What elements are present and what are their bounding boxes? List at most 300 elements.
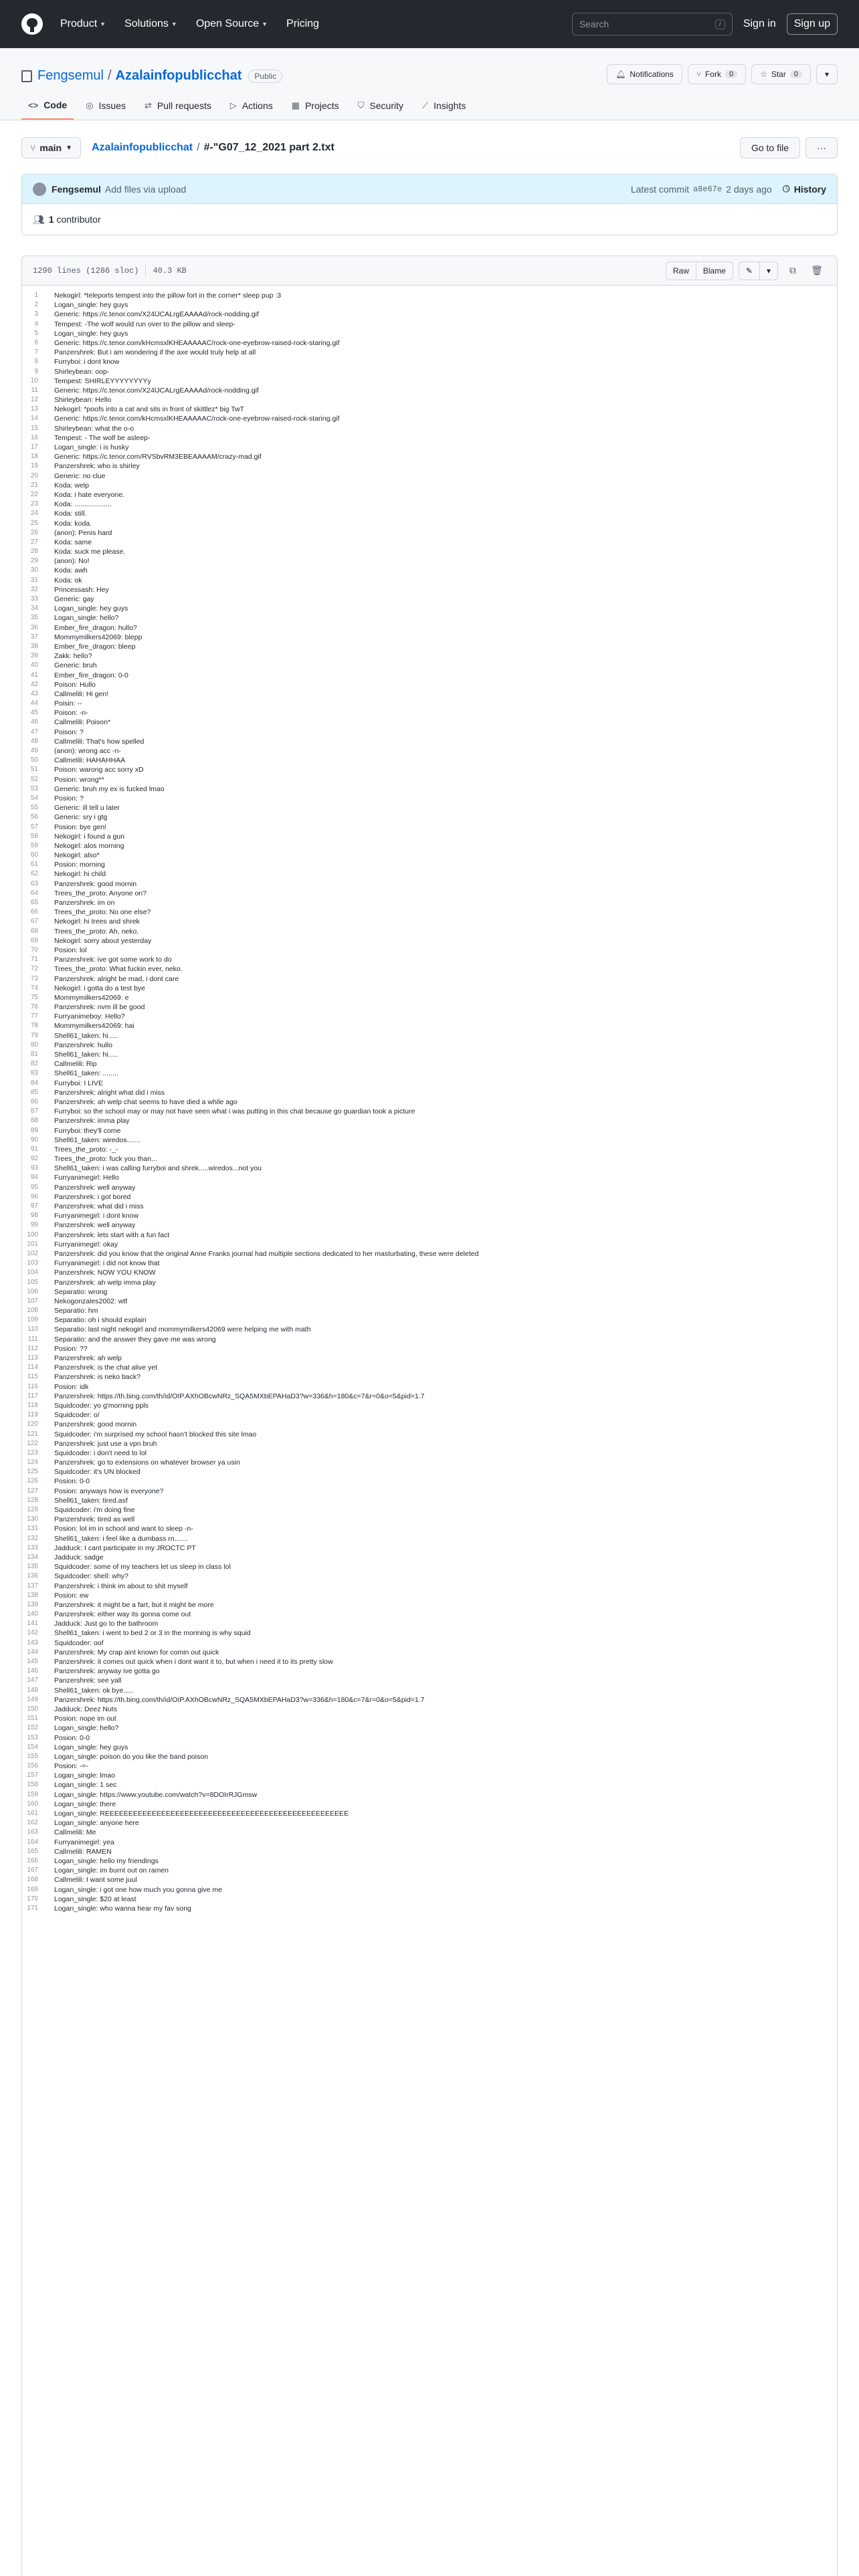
line-number[interactable]: 84 [30,1079,38,1087]
line-number[interactable]: 73 [30,974,38,982]
line-number[interactable]: 160 [27,1800,38,1808]
copy-icon: ⧉ [789,265,796,276]
line-number[interactable]: 136 [27,1572,38,1580]
tab-pull-requests[interactable] [138,92,218,120]
line-number[interactable]: 121 [27,1430,38,1438]
code-line [22,1686,837,1695]
line-number[interactable]: 18 [30,453,38,461]
line-number[interactable]: 29 [30,557,38,565]
line-number[interactable]: 79 [30,1031,38,1039]
line-number[interactable]: 150 [27,1705,38,1713]
line-number[interactable]: 60 [30,851,38,859]
line-number[interactable]: 89 [30,1126,38,1134]
star-label: Star [771,70,786,79]
chevron-down-icon: ▼ [100,21,106,27]
tab-issues[interactable] [79,92,132,120]
line-number[interactable]: 92 [30,1155,38,1163]
code-line [22,1467,837,1477]
file-line-count: 1290 lines (1286 sloc) [33,265,139,276]
line-number[interactable]: 112 [27,1344,38,1352]
line-number[interactable]: 151 [27,1715,38,1723]
nav-open-source[interactable] [196,18,268,30]
line-number[interactable]: 114 [27,1364,38,1372]
line-number[interactable]: 9 [34,367,38,375]
line-number[interactable]: 100 [27,1230,38,1239]
line-text: Logan_single: who wanna hear my fav song [54,1904,191,1913]
raw-button[interactable]: Raw [666,261,696,280]
code-line [22,1572,837,1581]
line-number[interactable]: 31 [30,576,38,584]
line-text: Panzershrek: well anyway [54,1183,136,1192]
line-text: Logan_single: hey guys [54,605,128,613]
line-text: Furryanimeboy: Hello? [54,1012,125,1021]
line-number[interactable]: 153 [27,1733,38,1741]
line-number[interactable]: 88 [30,1117,38,1125]
line-number[interactable]: 45 [30,709,38,717]
star-button[interactable] [751,64,811,84]
line-text: Shell61_taken: i went to bed 2 or 3 in the morining is why squid [54,1629,251,1638]
line-number[interactable]: 80 [30,1041,38,1049]
code-line [22,927,837,936]
line-text: Panzershrek: ah welp [54,1354,122,1362]
line-text: Callmelili: Poison* [54,718,111,727]
line-number[interactable]: 152 [27,1724,38,1732]
line-number[interactable]: 85 [30,1088,38,1096]
line-number[interactable]: 81 [30,1051,38,1058]
line-number[interactable]: 47 [30,728,38,736]
line-number[interactable]: 56 [30,813,38,821]
line-text: Poison: -n- [54,709,88,718]
commit-message-link[interactable]: Add files via upload [104,183,187,195]
line-number[interactable]: 54 [30,794,38,802]
code-line [22,1838,837,1847]
line-number[interactable]: 98 [30,1212,38,1220]
line-number[interactable]: 23 [30,500,38,508]
line-number[interactable]: 127 [27,1487,38,1495]
code-line [22,671,837,680]
line-number[interactable]: 50 [30,756,38,764]
line-text: Furryanimegirl: yea [54,1838,114,1846]
commit-author-link[interactable]: Fengsemul [52,183,101,195]
line-number[interactable]: 22 [30,490,38,498]
line-number[interactable]: 87 [30,1107,38,1115]
line-text: Shirleybean: oop- [54,367,110,376]
line-number[interactable]: 11 [31,386,38,394]
line-text: Nekogirl: hi child [54,870,106,879]
line-text: Poison: Hullo [54,680,96,689]
line-number[interactable]: 20 [30,471,38,479]
code-icon: <> [28,100,39,110]
line-number[interactable]: 164 [27,1838,38,1846]
line-number[interactable]: 149 [27,1695,38,1703]
breadcrumb-actions [740,137,838,158]
line-number[interactable]: 107 [27,1297,38,1305]
line-number[interactable]: 53 [30,784,38,792]
code-line [22,974,837,984]
code-line [22,604,837,613]
line-text: Panzershrek: is neko back? [54,1373,140,1382]
line-text: Koda: suck me please. [54,548,126,556]
line-number[interactable]: 17 [30,443,38,451]
line-text: Logan_single: https://www.youtube.com/watch?v=8DOIrRJGmsw [54,1790,258,1799]
fork-button[interactable] [688,64,746,84]
line-number[interactable]: 37 [30,633,38,641]
line-number[interactable]: 41 [30,671,38,679]
line-number[interactable]: 155 [27,1752,38,1760]
tab-projects[interactable] [285,92,346,120]
line-number[interactable]: 30 [30,566,38,574]
line-number[interactable]: 120 [27,1420,38,1428]
line-number[interactable]: 171 [27,1904,38,1912]
line-number[interactable]: 51 [30,766,38,774]
line-text: Mommymilkers42069: e [54,993,129,1002]
contributors-row[interactable] [22,204,837,235]
line-number[interactable]: 117 [27,1392,38,1400]
code-line [22,813,837,822]
line-number[interactable]: 154 [27,1743,38,1751]
line-number[interactable]: 106 [27,1287,38,1295]
breadcrumb-repo-link[interactable]: Azalainfopublicchat [92,142,193,153]
line-number[interactable]: 103 [27,1259,38,1267]
code-line [22,993,837,1002]
line-number[interactable]: 90 [30,1136,38,1144]
commit-sha-link[interactable]: a8e67e [692,184,723,194]
line-number[interactable]: 161 [27,1810,38,1817]
line-number[interactable]: 15 [30,424,38,432]
line-text: Generic: sry i gtg [54,813,108,822]
code-line [22,1619,837,1628]
code-line [22,377,837,386]
line-number[interactable]: 4 [34,320,38,328]
line-number[interactable]: 134 [27,1553,38,1561]
line-number[interactable]: 40 [30,661,38,669]
line-number[interactable]: 70 [30,946,38,954]
line-text: Posion: 0-0 [54,1733,90,1742]
line-number[interactable]: 76 [30,1003,38,1011]
line-text: Nekogirl: i found a gun [54,832,125,841]
line-number[interactable]: 140 [27,1610,38,1618]
tab-security[interactable] [351,92,410,120]
nav-product[interactable] [60,18,106,30]
line-number[interactable]: 170 [27,1895,38,1903]
code-line [22,1012,837,1021]
line-number[interactable]: 35 [30,614,38,622]
line-number[interactable]: 111 [27,1335,38,1343]
code-line [22,784,837,794]
line-text: Poison: warong acc sorry xD [54,766,144,774]
line-number[interactable]: 115 [27,1373,38,1381]
line-number[interactable]: 159 [27,1790,38,1798]
line-number[interactable]: 26 [30,528,38,536]
line-number[interactable]: 2 [34,301,38,309]
line-number[interactable]: 44 [30,700,38,708]
code-line [22,576,837,585]
more-options-button[interactable]: ··· [805,137,838,158]
line-number[interactable]: 91 [30,1145,38,1153]
line-number[interactable]: 133 [27,1543,38,1551]
code-line [22,1145,837,1154]
line-number[interactable]: 42 [30,680,38,688]
line-number[interactable]: 137 [27,1582,38,1590]
search-input[interactable] [572,13,733,35]
line-number[interactable]: 109 [27,1316,38,1324]
line-number[interactable]: 39 [30,652,38,660]
code-line [22,291,837,300]
line-number[interactable]: 1 [34,292,38,299]
search-placeholder: Search [579,19,609,29]
edit-button[interactable] [739,261,760,280]
history-link[interactable] [783,183,826,195]
line-number[interactable]: 52 [30,775,38,783]
nav-solutions-label: Solutions [124,18,169,29]
nav-solutions[interactable] [124,18,177,30]
line-number[interactable]: 118 [27,1401,38,1409]
code-line [22,1259,837,1268]
line-number[interactable]: 139 [27,1600,38,1608]
line-number[interactable]: 14 [30,415,38,423]
code-line [22,1439,837,1448]
line-number[interactable]: 77 [30,1012,38,1021]
line-number[interactable]: 116 [27,1382,38,1390]
line-text: Generic: https://c.tenor.com/RVSbvRM3EBEAAAAM/crazy-mad.gif [54,453,262,461]
code-line [22,1041,837,1050]
code-line [22,395,837,405]
line-number[interactable]: 58 [30,832,38,840]
line-number[interactable]: 105 [27,1278,38,1286]
line-number[interactable]: 8 [34,358,38,366]
commit-meta [631,183,826,195]
code-line [22,1885,837,1895]
line-number[interactable]: 75 [30,993,38,1001]
line-number[interactable]: 21 [30,481,38,489]
line-number[interactable]: 74 [30,984,38,992]
line-number[interactable]: 129 [27,1506,38,1513]
line-text: Panzershrek: https://th.bing.com/th/id/OIP.AXhOBcwNRz_SQA5MXbEPAHaD3?w=336&h=180&c=7&r=0&o=5&pid=1.7 [54,1392,425,1400]
star-icon: ☆ [760,70,767,79]
line-number[interactable]: 108 [27,1307,38,1315]
line-number[interactable]: 95 [30,1183,38,1191]
line-text: Logan_single: hello? [54,1724,119,1733]
code-line [22,1297,837,1306]
code-line [22,1780,837,1790]
line-number[interactable]: 156 [27,1762,38,1770]
line-number[interactable]: 28 [30,548,38,556]
line-number[interactable]: 148 [27,1686,38,1694]
line-number[interactable]: 142 [27,1629,38,1637]
delete-button[interactable] [807,261,826,280]
line-text: Panzershrek: just use a vpn bruh [54,1439,157,1448]
code-line [22,1306,837,1315]
blame-button[interactable]: Blame [696,261,733,280]
line-number[interactable]: 94 [30,1174,38,1182]
line-number[interactable]: 78 [30,1022,38,1030]
line-number[interactable]: 59 [30,841,38,849]
line-number[interactable]: 12 [30,396,38,404]
github-logo-icon[interactable] [21,13,43,35]
copy-button[interactable] [783,261,802,280]
line-number[interactable]: 126 [27,1477,38,1485]
line-number[interactable]: 125 [27,1468,38,1476]
line-number[interactable]: 48 [30,737,38,745]
notifications-button[interactable] [607,64,682,84]
line-number[interactable]: 62 [30,870,38,878]
line-number[interactable]: 104 [27,1269,38,1277]
line-number[interactable]: 123 [27,1448,38,1457]
sign-up-button[interactable]: Sign up [787,13,838,35]
line-number[interactable]: 157 [27,1772,38,1780]
line-number[interactable]: 158 [27,1781,38,1789]
repo-name-link[interactable]: Azalainfopublicchat [115,68,242,83]
line-number[interactable]: 122 [27,1439,38,1447]
line-number[interactable]: 132 [27,1534,38,1542]
code-line [22,1562,837,1572]
code-line [22,1392,837,1401]
line-number[interactable]: 143 [27,1638,38,1646]
line-text: Callmelili: RAMEN [54,1847,112,1856]
clock-icon: 🕓︎ [782,183,790,194]
line-number[interactable]: 167 [27,1866,38,1874]
line-number[interactable]: 65 [30,899,38,906]
line-text: Panzershrek: what did i miss [54,1202,144,1210]
avatar[interactable] [33,183,46,196]
line-number[interactable]: 96 [30,1192,38,1200]
contributors-label: contributor [56,214,101,225]
code-line [22,756,837,765]
line-number[interactable]: 168 [27,1876,38,1884]
line-text: Panzershrek: https://th.bing.com/th/id/OIP.AXhOBcwNRz_SQA5MXbEPAHaD3?w=336&h=180&c=7&r=0&o=5&pid=1.7 [54,1695,425,1704]
line-number[interactable]: 5 [34,329,38,337]
line-text: Generic: ill tell u later [54,804,120,813]
line-number[interactable]: 38 [30,642,38,650]
go-to-file-button[interactable]: Go to file [740,137,800,158]
code-line [22,348,837,357]
line-number[interactable]: 146 [27,1667,38,1675]
code-line [22,803,837,813]
line-text: Logan_single: hey guys [54,301,128,310]
line-number[interactable]: 128 [27,1496,38,1504]
line-number[interactable]: 55 [30,804,38,812]
line-text: Trees_the_proto: fuck you than... [54,1155,157,1164]
line-number[interactable]: 82 [30,1060,38,1068]
line-text: Nekogirl: *poofs into a cat and sits in front of skittlez* big TwT [54,405,245,414]
code-line [22,1126,837,1136]
code-line [22,1638,837,1648]
line-text: Shirleybean: what the o-o [54,424,134,433]
tab-actions[interactable] [223,92,280,120]
line-number[interactable]: 124 [27,1459,38,1467]
code-line [22,329,837,338]
code-line [22,1771,837,1780]
line-number[interactable]: 67 [30,918,38,926]
line-number[interactable]: 166 [27,1856,38,1864]
line-number[interactable]: 131 [27,1525,38,1533]
star-dropdown-button[interactable] [816,64,838,84]
line-number[interactable]: 113 [27,1354,38,1362]
line-number[interactable]: 145 [27,1658,38,1665]
line-number[interactable]: 66 [30,908,38,916]
repo-owner-link[interactable]: Fengsemul [37,68,104,83]
line-number[interactable]: 130 [27,1515,38,1523]
line-number[interactable]: 101 [27,1240,38,1248]
line-text: Panzershrek: is the chat alive yet [54,1364,158,1372]
line-number[interactable]: 69 [30,936,38,944]
line-number[interactable]: 16 [30,433,38,441]
line-number[interactable]: 61 [30,861,38,869]
line-number[interactable]: 63 [30,879,38,887]
line-number[interactable]: 68 [30,927,38,935]
code-line [22,746,837,756]
line-number[interactable]: 169 [27,1885,38,1893]
line-number[interactable]: 162 [27,1819,38,1827]
line-number[interactable]: 97 [30,1202,38,1210]
code-line [22,832,837,841]
line-text: Shell61_taken: ok bye..... [54,1686,133,1695]
code-line [22,737,837,746]
line-number[interactable]: 3 [34,310,38,318]
line-number[interactable]: 147 [27,1677,38,1685]
line-number[interactable]: 6 [34,338,38,346]
line-number[interactable]: 7 [34,348,38,356]
line-number[interactable]: 19 [30,462,38,470]
line-number[interactable]: 144 [27,1648,38,1656]
line-number[interactable]: 102 [27,1249,38,1257]
code-line [22,689,837,699]
line-text: Posion: morning [54,861,105,869]
line-number[interactable]: 10 [30,377,38,385]
line-number[interactable]: 24 [30,510,38,518]
line-number[interactable]: 43 [30,689,38,697]
line-number[interactable]: 93 [30,1164,38,1172]
edit-dropdown-button[interactable] [760,261,778,280]
line-number[interactable]: 27 [30,538,38,546]
line-number[interactable]: 36 [30,623,38,631]
line-number[interactable]: 49 [30,747,38,754]
line-text: Panzershrek: lets start with a fun fact [54,1230,170,1239]
line-text: Callmelili: I want some juul [54,1876,137,1885]
line-number[interactable]: 25 [30,519,38,527]
line-number[interactable]: 13 [30,405,38,413]
line-number[interactable]: 64 [30,889,38,897]
line-number[interactable]: 83 [30,1069,38,1077]
line-number[interactable]: 110 [27,1325,38,1333]
line-number[interactable]: 99 [30,1221,38,1229]
line-number[interactable]: 33 [30,595,38,603]
graph-icon: ⟋ [421,100,429,110]
line-number[interactable]: 119 [27,1411,38,1419]
line-number[interactable]: 86 [30,1097,38,1105]
line-number[interactable]: 135 [27,1563,38,1571]
line-number[interactable]: 46 [30,718,38,726]
line-number[interactable]: 34 [30,605,38,613]
code-line [22,898,837,907]
tab-code[interactable] [21,92,74,120]
line-number[interactable]: 165 [27,1847,38,1855]
line-number[interactable]: 141 [27,1620,38,1628]
line-number[interactable]: 71 [30,956,38,964]
nav-pricing[interactable] [286,18,319,30]
line-number[interactable]: 57 [30,823,38,831]
tab-insights[interactable] [415,92,472,120]
line-number[interactable]: 163 [27,1828,38,1836]
branch-select-button[interactable] [21,137,81,158]
line-text: Logan_single: hey guys [54,1743,128,1751]
code-line [22,1136,837,1145]
line-number[interactable]: 32 [30,585,38,593]
line-number[interactable]: 72 [30,965,38,973]
breadcrumb [21,136,838,159]
sign-in-link[interactable]: Sign in [743,18,776,29]
line-number[interactable]: 138 [27,1591,38,1599]
